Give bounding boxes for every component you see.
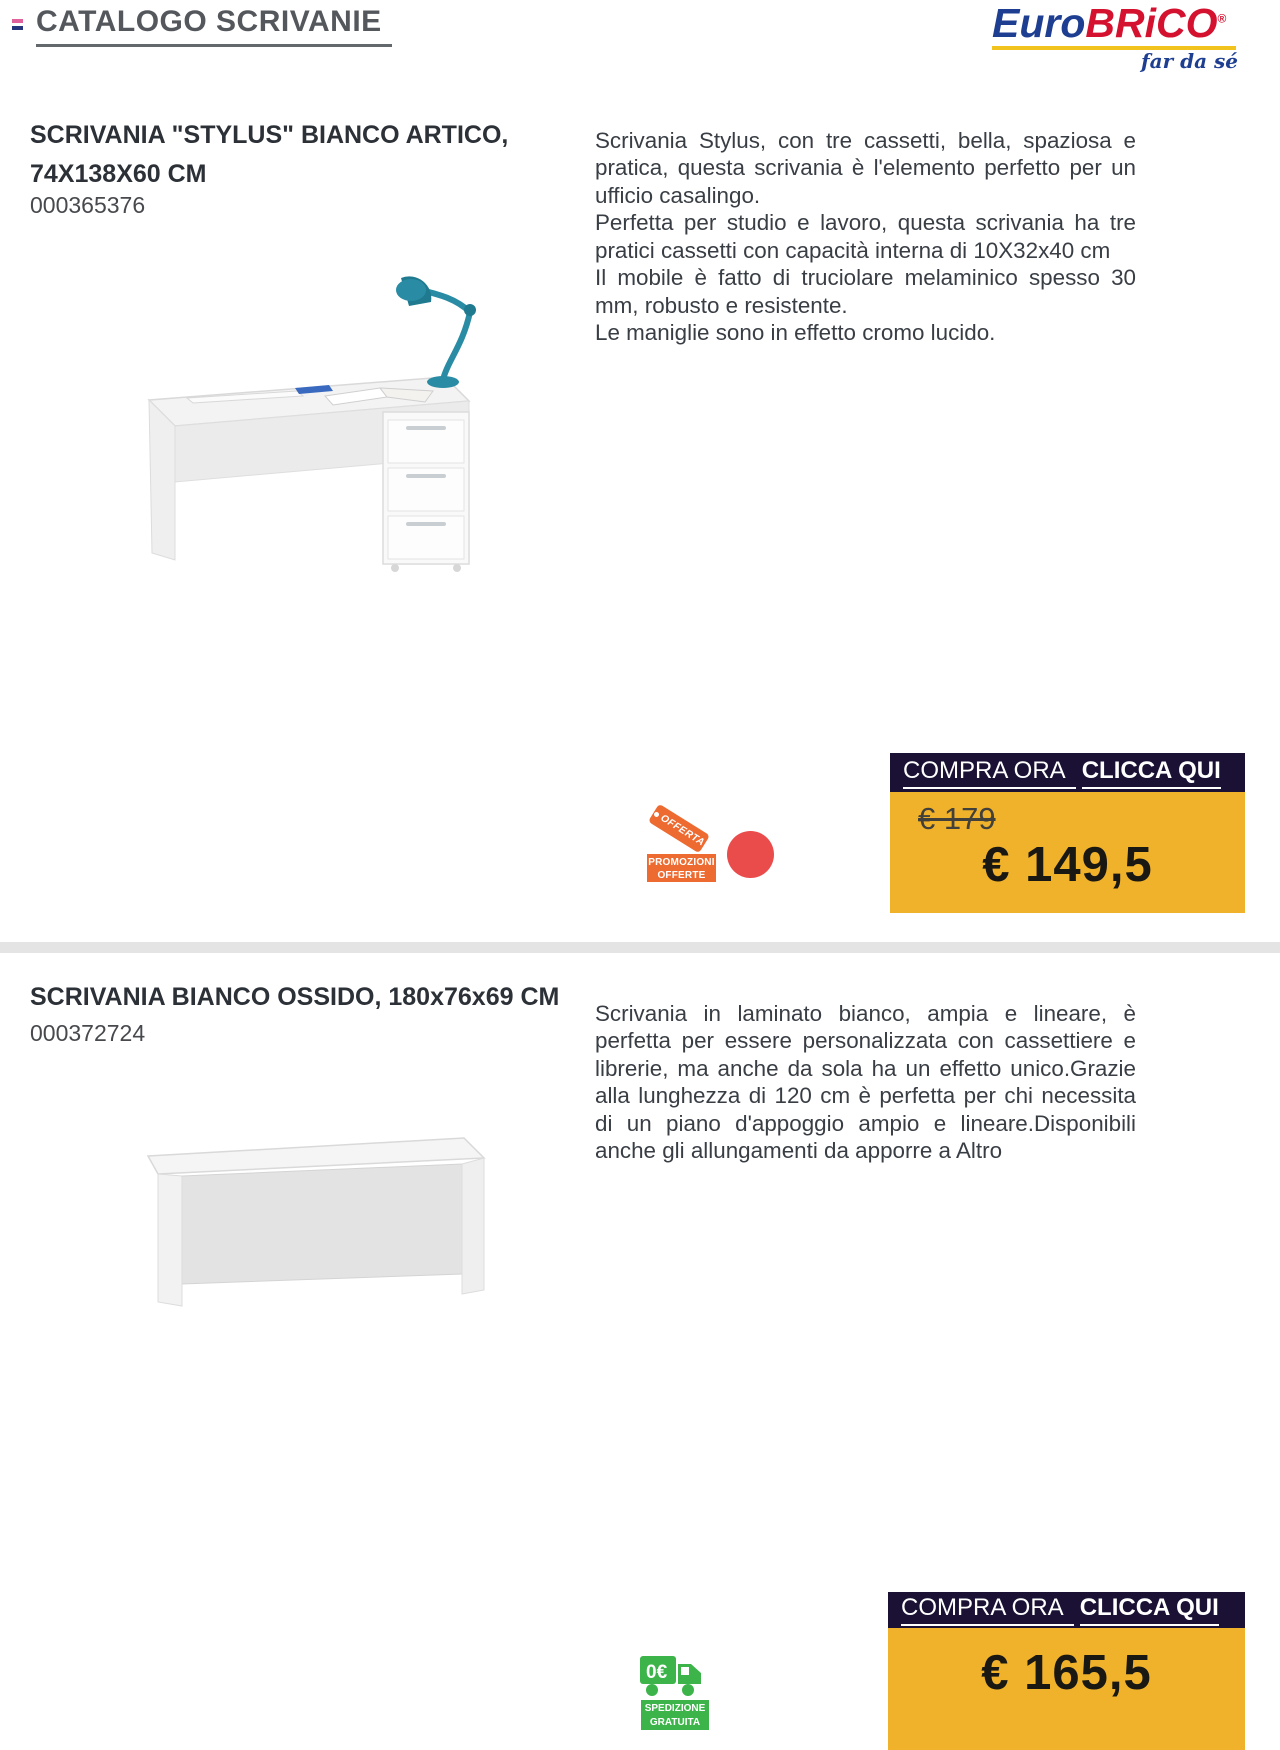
shipping-line-1: SPEDIZIONE xyxy=(644,1703,706,1714)
product-1-price-panel xyxy=(890,792,1245,913)
clicca-qui-link[interactable]: CLICCA QUI xyxy=(1082,757,1221,789)
product-1-buy-now-button[interactable] xyxy=(890,753,1245,792)
product-1-price: € 149,5 xyxy=(982,838,1153,892)
product-2-price-block xyxy=(888,1592,1245,1750)
product-2-name: SCRIVANIA BIANCO OSSIDO, 180x76x69 CM xyxy=(30,983,560,1011)
red-dot-icon xyxy=(727,831,774,878)
compra-ora-link[interactable]: COMPRA ORA xyxy=(903,757,1076,789)
offer-tag-icon xyxy=(648,804,710,854)
logo-brico: BRiCO xyxy=(1085,0,1218,46)
product-2-code: 000372724 xyxy=(30,1020,146,1046)
page-title: CATALOGO SCRIVANIE xyxy=(36,5,392,47)
description-paragraph: Le maniglie sono in effetto cromo lucido. xyxy=(595,320,996,346)
eurobrico-logo xyxy=(992,2,1242,73)
promo-offers-badge xyxy=(647,854,716,882)
product-2-image xyxy=(140,1126,490,1311)
product-1-name: SCRIVANIA "STYLUS" BIANCO ARTICO, 74X138X60 CM xyxy=(30,121,509,188)
product-2-price-panel xyxy=(888,1628,1245,1750)
logo-euro: Euro xyxy=(992,0,1086,46)
product-1-description xyxy=(595,127,1136,347)
description-paragraph: Il mobile è fatto di truciolare melaminico spesso 30 mm, robusto e resistente. xyxy=(595,265,1136,318)
product-2-description xyxy=(595,1000,1136,1165)
registered-mark: ® xyxy=(1217,11,1227,26)
description-paragraph: Scrivania Stylus, con tre cassetti, bella, spaziosa e pratica, questa scrivania è l'elemento perfetto per un ufficio casalingo. xyxy=(595,128,1136,208)
page-marker-icon xyxy=(12,19,23,30)
promo-line-1: PROMOZIONI xyxy=(648,857,715,868)
product-1-code: 000365376 xyxy=(30,192,146,218)
svg-text:0€: 0€ xyxy=(646,1662,668,1683)
offer-tag-label: OFFERTA xyxy=(658,812,707,849)
logo-wordmark xyxy=(992,0,1226,46)
product-1-old-price: € 179 xyxy=(918,801,996,836)
compra-ora-link[interactable]: COMPRA ORA xyxy=(901,1594,1074,1626)
description-paragraph: Perfetta per studio e lavoro, questa scrivania ha tre pratici cassetti con capacità interna di 10X32x40 cm xyxy=(595,210,1136,263)
description-paragraph: Scrivania in laminato bianco, ampia e lineare, è perfetta per essere personalizzata con cassettiere e librerie, ma anche da sola ha un effetto unico.Grazie alla lunghezza di 120 cm è perfetta per chi necessita di un piano d'appoggio ampio e lineare.Disponibili anche gli allungamenti da apporre a Altro xyxy=(595,1001,1136,1164)
truck-icon xyxy=(638,1652,708,1700)
shipping-line-2: GRATUITA xyxy=(649,1716,701,1728)
free-shipping-badge xyxy=(641,1700,709,1730)
promo-line-2: OFFERTE xyxy=(657,870,706,881)
product-2-price: € 165,5 xyxy=(981,1646,1152,1700)
section-divider xyxy=(0,942,1280,953)
tag-hole xyxy=(653,811,660,818)
product-2-buy-now-button[interactable] xyxy=(888,1592,1245,1628)
product-1-image xyxy=(125,250,505,575)
logo-tagline: far da sé xyxy=(1141,49,1238,74)
product-1-price-block xyxy=(890,753,1245,913)
clicca-qui-link[interactable]: CLICCA QUI xyxy=(1080,1594,1219,1626)
